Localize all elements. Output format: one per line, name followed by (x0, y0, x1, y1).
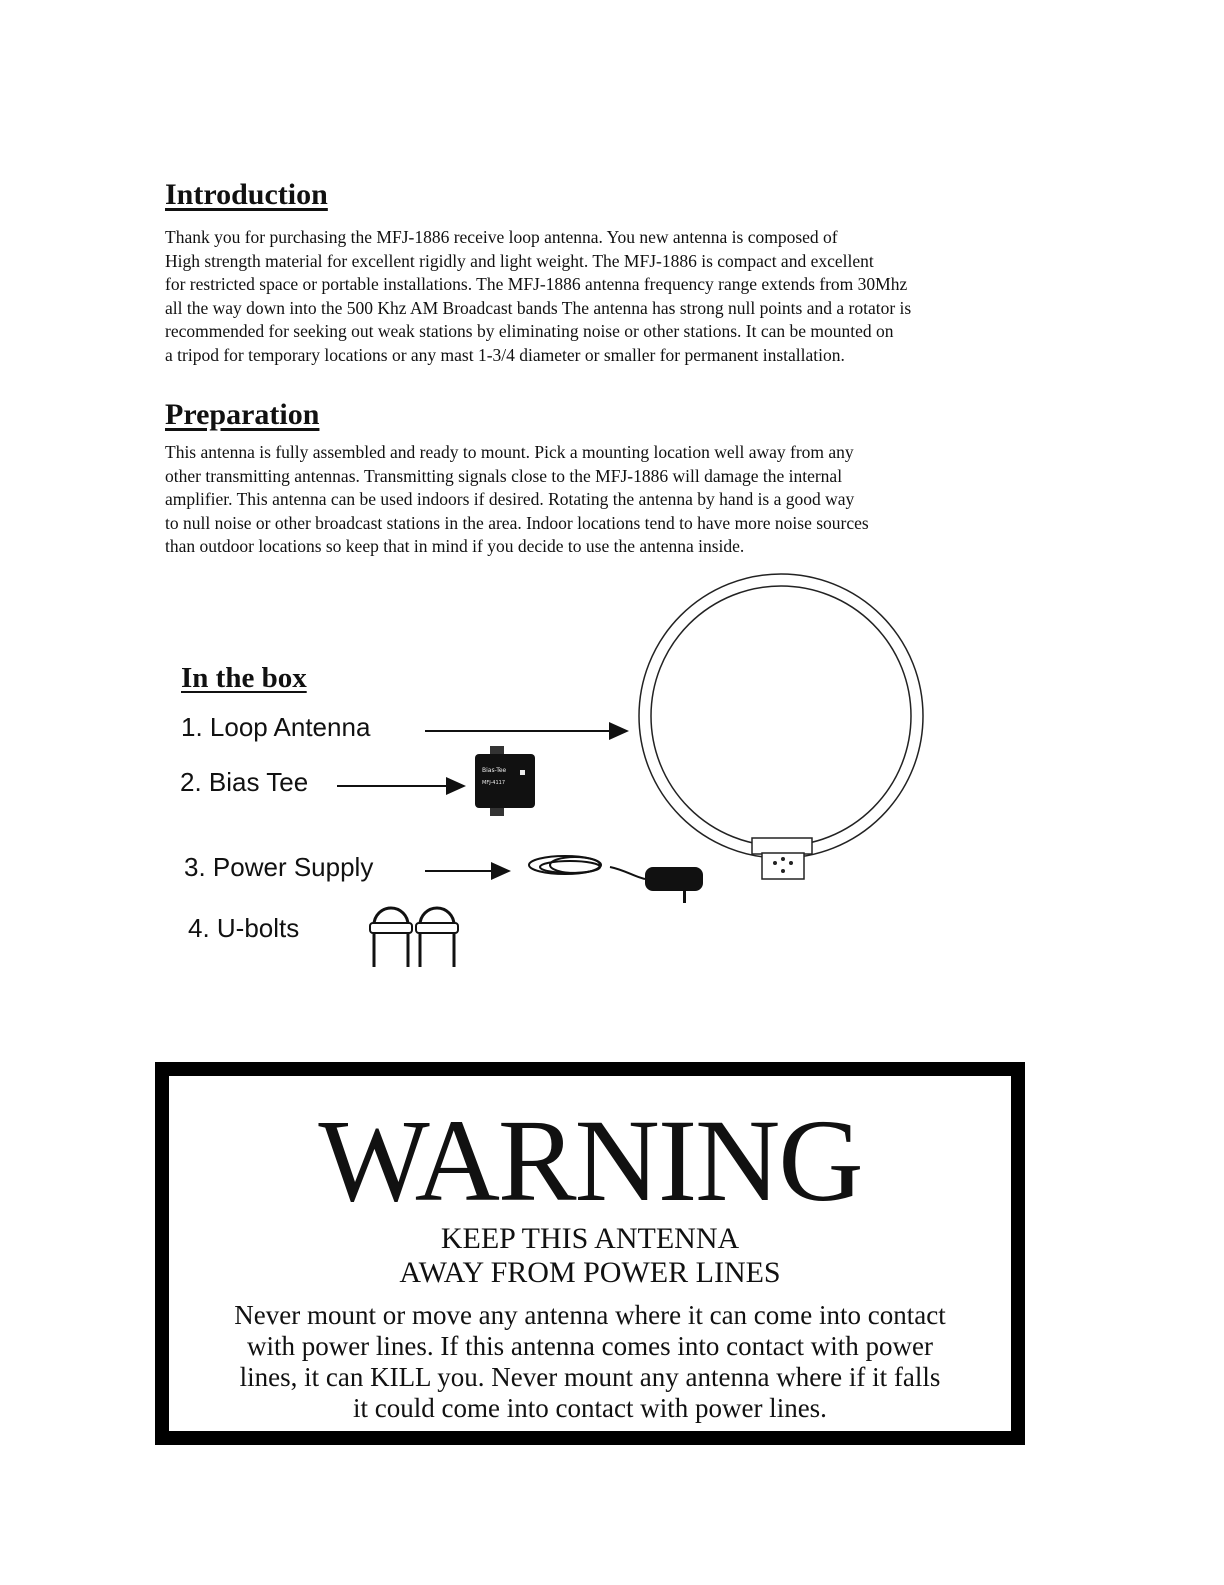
arrow-bias-tee (337, 785, 462, 787)
power-supply-image (525, 845, 710, 907)
bias-tee-image (470, 746, 540, 818)
bias-tee-model: MFJ-4117 (482, 780, 506, 786)
warning-subtitle: KEEP THIS ANTENNA AWAY FROM POWER LINES (399, 1222, 781, 1289)
warning-body: Never mount or move any antenna where it can come into contact with power lines. If this antenna comes into contact with power lines, it can KILL you. Never mount any antenna where if it falls it could come into contact with power lines. (234, 1300, 946, 1423)
warning-box (155, 1062, 1025, 1445)
bias-tee-label: Bias-Tee (482, 767, 507, 774)
item-bias-tee: 2. Bias Tee (180, 767, 309, 797)
introduction-heading: Introduction (165, 178, 328, 211)
item-power-supply: 3. Power Supply (184, 852, 374, 882)
arrow-loop-antenna (425, 730, 625, 732)
in-the-box-heading: In the box (181, 662, 307, 694)
item-loop-antenna: 1. Loop Antenna (181, 712, 371, 742)
preparation-heading: Preparation (165, 398, 320, 431)
u-bolts-image (368, 905, 463, 969)
item-u-bolts: 4. U-bolts (188, 913, 300, 943)
arrow-power-supply (425, 870, 507, 872)
preparation-paragraph: This antenna is fully assembled and ready to mount. Pick a mounting location well away from any other transmitting antennas. Transmitting signals close to the MFJ-1886 will damage the internal amplifier. This antenna can be used indoors if desired. Rotating the antenna by hand is a good way to null noise or other broadcast stations in the area. Indoor locations tend to have more noise sources than outdoor locations so keep that in mind if you decide to use the antenna inside. (165, 442, 869, 556)
introduction-paragraph: Thank you for purchasing the MFJ-1886 receive loop antenna. You new antenna is composed of High strength material for excellent rigidly and light weight. The MFJ-1886 is compact and excellent for restricted space or portable installations. The MFJ-1886 antenna frequency range extends from 30Mhz all the way down into the 500 Khz AM Broadcast bands The antenna has strong null points and a rotator is recommended for seeking out weak stations by eliminating noise or other stations. It can be mounted on a tripod for temporary locations or any mast 1-3/4 diameter or smaller for permanent installation. (165, 227, 912, 365)
warning-title: WARNING (318, 1095, 862, 1226)
